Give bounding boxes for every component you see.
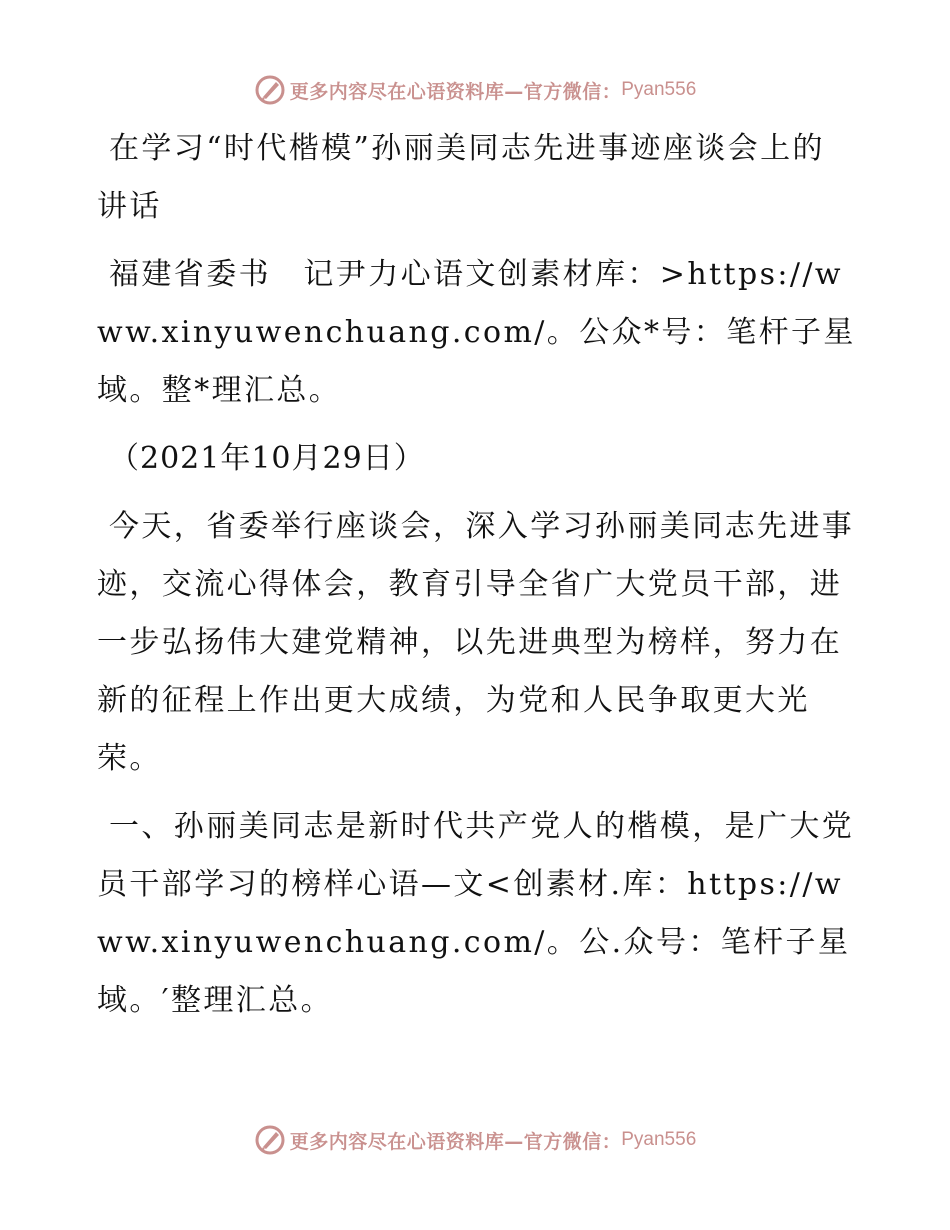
- document-title: 在学习“时代楷模”孙丽美同志先进事迹座谈会上的讲话: [97, 131, 825, 224]
- quill-logo-icon: [254, 1124, 286, 1156]
- banner-account: Pyan556: [621, 79, 697, 100]
- banner-text: 更多内容尽在心语资料库—官方微信：: [289, 1130, 622, 1153]
- document-byline: 福建省委书 记尹力心语文创素材库：>https://www.xinyuwenchuang.com/。公众*号：笔杆子星域。整*理汇总。: [97, 257, 856, 408]
- quill-logo-icon: [254, 74, 286, 106]
- paragraph-2: 一、孙丽美同志是新时代共产党人的楷模，是广大党员干部学习的榜样心语—文<创素材.库：https://www.xinyuwenchuang.com/。公.众号：笔杆子星域。′整理汇总。: [97, 809, 855, 1018]
- banner-text: 更多内容尽在心语资料库—官方微信：: [289, 80, 622, 103]
- paragraph-1: 今天，省委举行座谈会，深入学习孙丽美同志先进事迹，交流心得体会，教育引导全省广大党员干部，进一步弘扬伟大建党精神，以先进典型为榜样，努力在新的征程上作出更大成绩，为党和人民争取更大光荣。: [97, 509, 855, 776]
- document-date: （2021年10月29日）: [109, 441, 425, 476]
- header-watermark-banner: [0, 70, 950, 110]
- banner-account: Pyan556: [621, 1129, 697, 1150]
- footer-watermark-banner: [0, 1120, 950, 1160]
- document-body: [97, 120, 857, 1040]
